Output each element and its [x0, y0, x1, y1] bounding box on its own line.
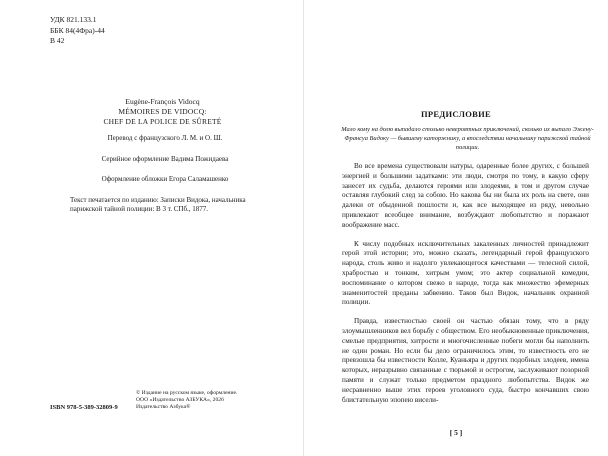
body-paragraph: Во все времена существовали натуры, одаренные более других, с большей энергией и большими задатками: эти люди, смотря по тому, в какую сферу занесет их судьба, делаются героями или злодеями, в том и другом случае оставляя глубокий след за собою. Но какова бы ни была их роль на свете, они далеки от обыденной пошлости и, как все выходящее из ряду, невольно привлекают всеобщее внимание, возбуждают любопытство и поражают воображение масс.	[342, 162, 589, 229]
original-author: Eugène-François Vidocq	[125, 97, 200, 106]
epigraph: Мало кому на долю выпадало столько невероятных приключений, сколько их выпало Эжену-Франсуа Видоку — бывшему каторжнику, а впоследствии начальнику парижской тайной полиции.	[341, 126, 594, 151]
udk-code: УДК 821.133.1	[50, 15, 97, 24]
preface-body	[342, 162, 589, 414]
page-number: [ 5 ]	[449, 428, 463, 437]
copyright-line: ООО «Издательство АЗБУКА», 2026	[136, 397, 224, 404]
preface-heading: ПРЕДИСЛОВИЕ	[420, 109, 492, 119]
source-edition-note: Текст печатается по изданию: Записки Видока, начальника парижской тайной полиции: В 3 т. СПб., 1877.	[70, 195, 246, 213]
original-title-block	[70, 97, 255, 127]
imprint-page	[0, 0, 303, 456]
credits-block	[70, 134, 260, 226]
series-design-credit: Серийное оформление Вадима Пожидаева	[101, 154, 229, 163]
body-paragraph: Правда, известностью своей он частью обязан тому, что в ряду злоумышленников вел борьбу с обществом. Его необыкновенные приключения, смелые предприятия, хитрости и многочисленные побеги могли бы наполнить не один роман. Но если бы дело ограничилось этим, то известность его не превзошла бы известности Колле, Куаньяра и других подобных злодеев, имена которых, неразрывно связанные с тюрьмой и острогом, заслуживают позорной памяти и служат только предметом праздного любопытства. Видок же несравненно выше этих героев уголовного суда, быстро кончавших свою блистательную эпопею висели-	[342, 317, 589, 404]
author-mark: В 42	[50, 36, 65, 45]
bbk-code: ББК 84(4Фра)-44	[50, 25, 105, 35]
translation-credit: Перевод с французского Л. М. и О. Ш.	[107, 134, 223, 142]
cover-design-credit: Оформление обложки Егора Саламашенко	[101, 175, 229, 183]
copyright-line: Издательство Азбука®	[136, 404, 191, 411]
isbn: ISBN 978-5-389-32809-9	[50, 404, 118, 411]
original-title-line-1: MÉMOIRES DE VIDOCQ:	[118, 107, 207, 116]
classification-codes	[50, 15, 105, 47]
original-title-line-2: CHEF DE LA POLICE DE SÛRETÉ	[103, 117, 222, 126]
body-paragraph: К числу подобных исключительных закаленных личностей принадлежит герой этой истории; это, можно сказать, легендарный герой французского народа, столь живо и надолго увлекающегося качествами — телесной силой, храбростью и тонким, хитрым умом; это актер социальной комедии, воспоминание о котором свежо в народе, тогда как множество эфемерных знаменитостей преданы забвению. Таков был Видок, начальник охранной полиции.	[342, 239, 589, 307]
copyright-notice	[136, 390, 237, 412]
copyright-line: © Издание на русском языке, оформление.	[136, 390, 238, 396]
preface-page	[304, 0, 608, 456]
